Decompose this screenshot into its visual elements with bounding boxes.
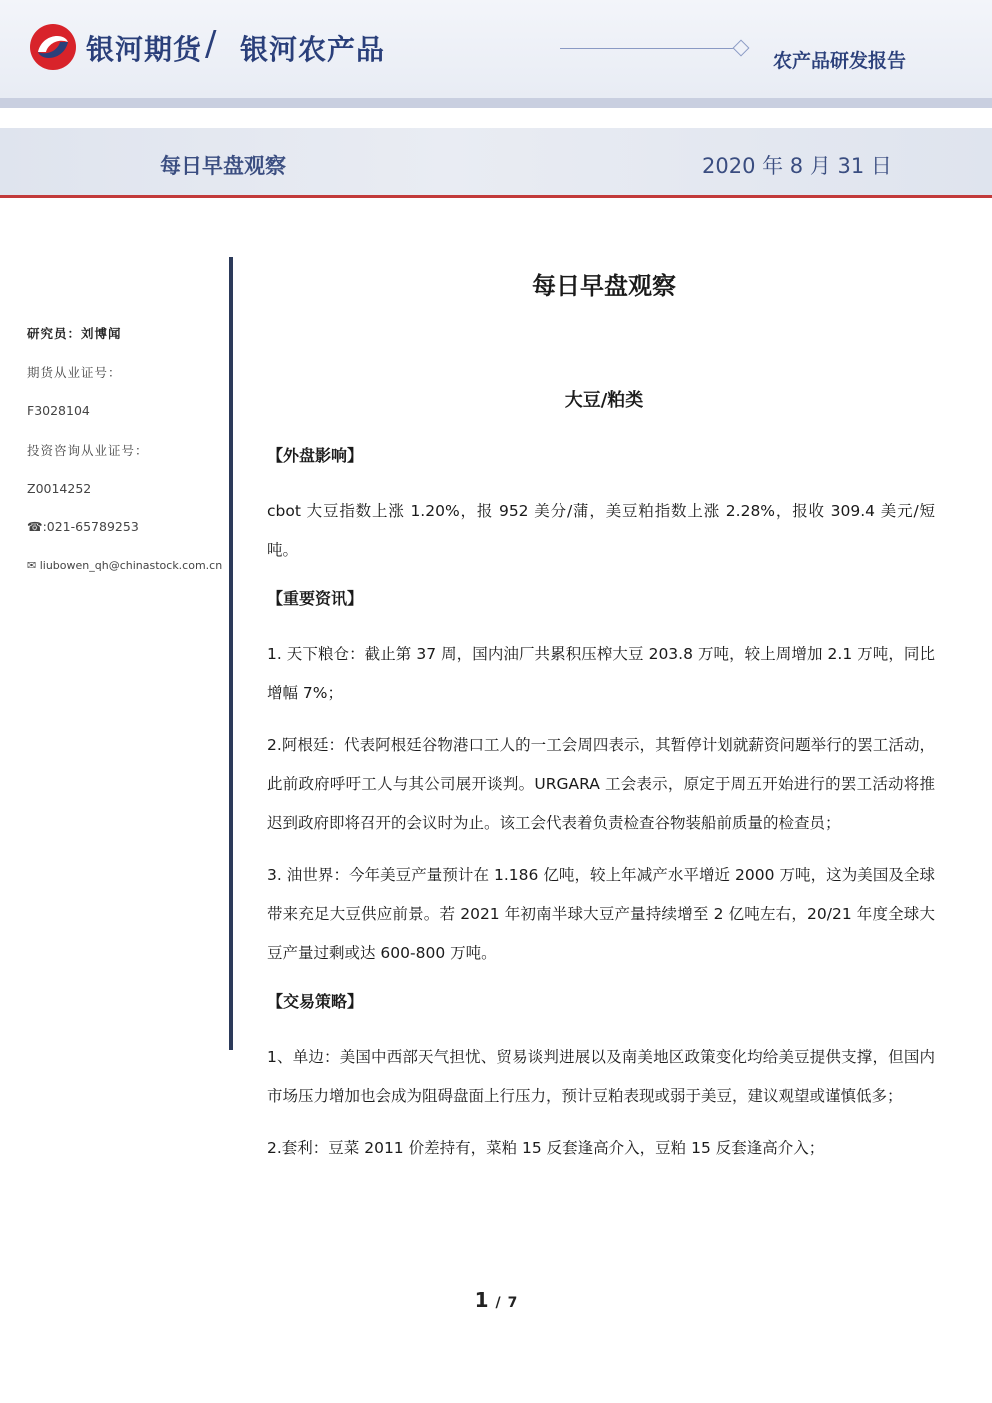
report-date: 2020 年 8 月 31 日	[702, 154, 892, 178]
email-address[interactable]: liubowen_qh@chinastock.com.cn	[39, 559, 223, 572]
section-heading-external: 【外盘影响】	[267, 446, 364, 465]
paragraph: cbot 大豆指数上涨 1.20%，报 952 美分/蒲，美豆粕指数上涨 2.28%，报收 309.4 美元/短吨。	[267, 502, 935, 559]
header-spacer	[0, 108, 992, 128]
report-type: 农产品研发报告	[773, 50, 907, 72]
email-row	[27, 559, 222, 572]
section-heading-news: 【重要资讯】	[267, 589, 364, 608]
mail-icon: ✉	[27, 559, 37, 572]
paragraph: 2.套利：豆菜 2011 价差持有，菜粕 15 反套逢高介入，豆粕 15 反套逢高介入；	[267, 1139, 825, 1157]
document-title: 每日早盘观察	[532, 272, 676, 300]
galaxy-logo-icon	[28, 22, 78, 72]
section-heading-strategy: 【交易策略】	[267, 992, 364, 1011]
brand-secondary: 银河农产品	[240, 33, 386, 66]
paragraph: 2.阿根廷：代表阿根廷谷物港口工人的一工会周四表示，其暂停计划就薪资问题举行的罢工活动，此前政府呼吁工人与其公司展开谈判。URGARA 工会表示，原定于周五开始进行的罢工活动将推迟到政府即将召开的会议时为止。该工会代表着负责检查谷物装船前质量的检查员；	[267, 736, 935, 832]
paragraph: 1. 天下粮仓：截止第 37 周，国内油厂共累积压榨大豆 203.8 万吨，较上周增加 2.1 万吨，同比增幅 7%；	[267, 645, 935, 702]
header-stripe	[0, 98, 992, 108]
page-number	[0, 1288, 992, 1312]
consult-cert-label: 投资咨询从业证号：	[27, 443, 149, 458]
title-bar-underline	[0, 195, 992, 198]
page-separator: /	[495, 1295, 501, 1311]
decorative-line	[560, 48, 736, 49]
futures-cert-number: F3028104	[27, 403, 90, 418]
brand-divider: /	[205, 24, 217, 64]
consult-cert-number: Z0014252	[27, 481, 92, 496]
title-bar-report-name: 每日早盘观察	[160, 154, 286, 178]
paragraph: 1、单边：美国中西部天气担忧、贸易谈判进展以及南美地区政策变化均给美豆提供支撑，但国内市场压力增加也会成为阻碍盘面上行压力，预计豆粕表现或弱于美豆，建议观望或谨慎低多；	[267, 1048, 935, 1105]
futures-cert-label: 期货从业证号：	[27, 365, 122, 380]
page-total: 7	[507, 1295, 518, 1311]
report-body	[267, 440, 935, 1168]
brand-primary: 银河期货	[86, 33, 203, 66]
analyst-name: 研究员：刘博闻	[27, 326, 122, 341]
diamond-icon	[733, 40, 750, 57]
paragraph: 3. 油世界：今年美豆产量预计在 1.186 亿吨，较上年减产水平增近 2000 万吨，这为美国及全球带来充足大豆供应前景。若 2021 年初南半球大豆产量持续增至 2 亿吨左右，20/21 年度全球大豆产量过剩或达 600-800 万吨。	[267, 866, 935, 962]
section-title: 大豆/粕类	[564, 390, 644, 411]
report-header	[0, 0, 992, 98]
phone-number: ☎:021-65789253	[27, 519, 139, 534]
page-current: 1	[474, 1288, 489, 1312]
sidebar-divider	[229, 257, 233, 1050]
